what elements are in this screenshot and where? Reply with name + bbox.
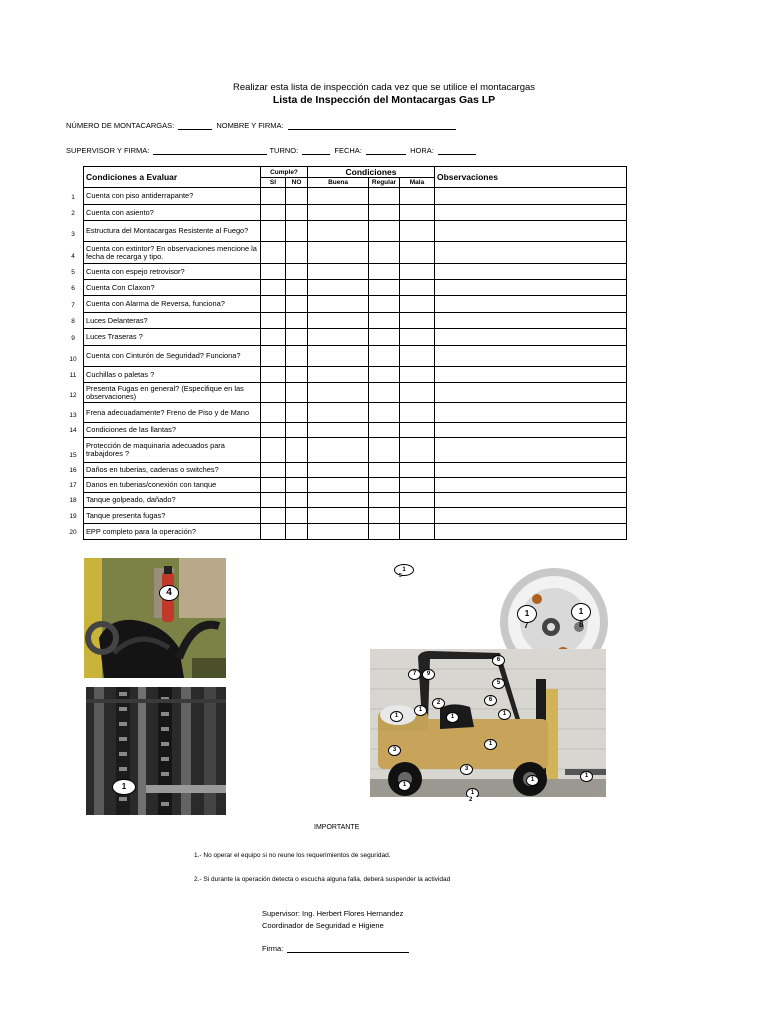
bad-cell[interactable] [400, 280, 435, 296]
condition-text: EPP completo para la operación? [84, 524, 261, 540]
regular-cell[interactable] [369, 524, 400, 540]
observations-cell[interactable] [435, 296, 627, 313]
condition-text: Cuenta con Alarma de Reversa, funciona? [84, 296, 261, 313]
forklift-number-row [66, 121, 458, 130]
no-cell[interactable] [286, 383, 308, 403]
condition-text: Condiciones de las llantas? [84, 423, 261, 438]
row-number: 15 [69, 452, 77, 459]
forklift-callout-1f: 1 [398, 780, 411, 791]
table-row [84, 280, 627, 296]
no-cell[interactable] [286, 524, 308, 540]
bad-cell[interactable] [400, 367, 435, 383]
observations-cell[interactable] [435, 438, 627, 463]
yes-cell[interactable] [261, 508, 286, 524]
observations-cell[interactable] [435, 423, 627, 438]
row-number: 13 [69, 412, 77, 419]
yes-cell[interactable] [261, 264, 286, 280]
table-row [84, 346, 627, 367]
no-cell[interactable] [286, 242, 308, 264]
center-callout-5: 5 [399, 573, 402, 579]
forklift-callout-3b: 3 [460, 764, 473, 775]
good-cell[interactable] [308, 478, 369, 493]
no-cell[interactable] [286, 205, 308, 221]
yes-cell[interactable] [261, 423, 286, 438]
observations-cell[interactable] [435, 367, 627, 383]
no-cell[interactable] [286, 346, 308, 367]
row-number: 10 [69, 356, 77, 363]
name-signature-field[interactable] [288, 121, 456, 130]
observations-cell[interactable] [435, 493, 627, 508]
forklift-illustration [370, 649, 606, 797]
supervisor-role: Coordinador de Seguridad e Higiene [262, 921, 384, 930]
condition-state-header: Condiciones [308, 167, 435, 178]
no-cell[interactable] [286, 221, 308, 242]
forklift-callout-1g: 1 [526, 775, 539, 786]
center-callout-1: 1 [394, 564, 414, 576]
forklift-callout-3a: 3 [388, 745, 401, 756]
regular-cell[interactable] [369, 264, 400, 280]
callout-1: 1 [112, 779, 136, 795]
table-row [84, 367, 627, 383]
good-cell[interactable] [308, 524, 369, 540]
table-row [84, 264, 627, 280]
bad-cell[interactable] [400, 346, 435, 367]
extinguisher-seat-illustration [84, 558, 226, 678]
row-number: 14 [69, 427, 77, 434]
bad-cell[interactable] [400, 438, 435, 463]
condition-text: Cuenta con espejo retrovisor? [84, 264, 261, 280]
condition-text: Cuenta con Cinturón de Seguridad? Funciona? [84, 346, 261, 367]
yes-cell[interactable] [261, 205, 286, 221]
form-subtitle: Realizar esta lista de inspección cada vez que se utilice el montacargas [232, 82, 536, 93]
table-row [84, 188, 627, 205]
observations-cell[interactable] [435, 205, 627, 221]
tank-callout-8: 8 [579, 620, 584, 629]
yes-cell[interactable] [261, 329, 286, 346]
forklift-callout-2b: 2 [469, 797, 473, 803]
condition-text: Presenta Fugas en general? (Especifique en las observaciones) [84, 383, 261, 403]
observations-cell[interactable] [435, 478, 627, 493]
forklift-callout-9: 9 [422, 669, 435, 680]
bad-cell[interactable] [400, 264, 435, 280]
good-cell[interactable] [308, 188, 369, 205]
condition-text: Tanque golpeado, dañado? [84, 493, 261, 508]
yes-header: SI [261, 178, 286, 188]
observations-cell[interactable] [435, 264, 627, 280]
forklift-callout-5: 5 [492, 678, 505, 689]
yes-cell[interactable] [261, 463, 286, 478]
table-row [84, 296, 627, 313]
observations-cell[interactable] [435, 280, 627, 296]
regular-cell[interactable] [369, 508, 400, 524]
observations-cell[interactable] [435, 188, 627, 205]
table-row [84, 205, 627, 221]
observations-cell[interactable] [435, 242, 627, 264]
good-cell[interactable] [308, 205, 369, 221]
table-row [84, 524, 627, 540]
observations-cell[interactable] [435, 221, 627, 242]
good-cell[interactable] [308, 423, 369, 438]
tank-callout-1b: 1 [571, 603, 591, 621]
no-cell[interactable] [286, 367, 308, 383]
forklift-callout-1e: 1 [484, 739, 497, 750]
regular-cell[interactable] [369, 346, 400, 367]
forklift-callout-1c: 1 [446, 712, 459, 723]
condition-text: Cuenta con asiento? [84, 205, 261, 221]
table-row [84, 493, 627, 508]
regular-cell[interactable] [369, 383, 400, 403]
yes-cell[interactable] [261, 478, 286, 493]
row-number: 20 [69, 529, 77, 536]
row-number: 17 [69, 482, 77, 489]
no-cell[interactable] [286, 438, 308, 463]
good-cell[interactable] [308, 296, 369, 313]
forklift-callout-7: 7 [408, 669, 421, 680]
table-row [84, 313, 627, 329]
row-number: 2 [71, 210, 75, 217]
good-cell[interactable] [308, 367, 369, 383]
no-cell[interactable] [286, 329, 308, 346]
complies-header: Cumple? [261, 167, 308, 178]
regular-cell[interactable] [369, 478, 400, 493]
bad-cell[interactable] [400, 329, 435, 346]
bad-cell[interactable] [400, 313, 435, 329]
forklift-callout-6b: 6 [484, 695, 497, 706]
no-cell[interactable] [286, 423, 308, 438]
regular-cell[interactable] [369, 221, 400, 242]
yes-cell[interactable] [261, 242, 286, 264]
tank-callout-7: 7 [524, 621, 529, 630]
observations-cell[interactable] [435, 524, 627, 540]
regular-cell[interactable] [369, 329, 400, 346]
yes-cell[interactable] [261, 188, 286, 205]
condition-text: Estructura del Montacargas Resistente al Fuego? [84, 221, 261, 242]
yes-cell[interactable] [261, 313, 286, 329]
row-number: 6 [71, 285, 75, 292]
bad-cell[interactable] [400, 296, 435, 313]
shift-field[interactable] [302, 146, 330, 155]
yes-cell[interactable] [261, 403, 286, 423]
good-cell[interactable] [308, 383, 369, 403]
observations-header: Observaciones [435, 167, 627, 188]
forklift-callout-1d: 1 [498, 709, 511, 720]
supervisor-signature-label: SUPERVISOR Y FIRMA: [66, 146, 150, 155]
observations-cell[interactable] [435, 383, 627, 403]
table-row [84, 329, 627, 346]
no-header: NO [286, 178, 308, 188]
regular-cell[interactable] [369, 367, 400, 383]
no-cell[interactable] [286, 478, 308, 493]
bad-cell[interactable] [400, 524, 435, 540]
forklift-callout-1b: 1 [390, 711, 403, 722]
bad-cell[interactable] [400, 403, 435, 423]
forklift-callout-1i: 1 [466, 788, 479, 797]
row-number: 7 [71, 302, 75, 309]
row-number: 8 [71, 318, 75, 325]
note-1: 1.- No operar el equipo si no reune los requerimientos de seguridad. [194, 852, 391, 859]
shift-label: TURNO: [269, 146, 299, 155]
condition-text: Daños en tuberias, cadenas o switches? [84, 463, 261, 478]
callout-4: 4 [159, 585, 179, 601]
yes-cell[interactable] [261, 367, 286, 383]
table-row [84, 221, 627, 242]
row-number: 5 [71, 269, 75, 276]
row-number: 18 [69, 497, 77, 504]
good-cell[interactable] [308, 280, 369, 296]
bad-cell[interactable] [400, 205, 435, 221]
yes-cell[interactable] [261, 383, 286, 403]
yes-cell[interactable] [261, 221, 286, 242]
forklift-callout-2: 2 [432, 698, 445, 709]
regular-cell[interactable] [369, 403, 400, 423]
table-row [84, 403, 627, 423]
supervisor-name: Supervisor: Ing. Herbert Flores Hernandez [262, 909, 404, 918]
row-number: 1 [71, 194, 75, 201]
bad-cell[interactable] [400, 463, 435, 478]
regular-cell[interactable] [369, 423, 400, 438]
good-cell[interactable] [308, 329, 369, 346]
good-cell[interactable] [308, 463, 369, 478]
table-row [84, 438, 627, 463]
good-cell[interactable] [308, 493, 369, 508]
good-cell[interactable] [308, 264, 369, 280]
table-row [84, 383, 627, 403]
signature-label: Firma: [262, 944, 284, 953]
bad-cell[interactable] [400, 221, 435, 242]
regular-cell[interactable] [369, 463, 400, 478]
row-number: 11 [69, 372, 77, 379]
no-cell[interactable] [286, 264, 308, 280]
signature-field[interactable] [287, 944, 409, 953]
yes-cell[interactable] [261, 438, 286, 463]
date-label: FECHA: [334, 146, 362, 155]
good-cell[interactable] [308, 313, 369, 329]
forklift-callout-1h: 1 [580, 771, 593, 782]
good-header: Buena [308, 178, 369, 188]
inspection-table [83, 166, 627, 540]
condition-text: Cuenta Con Claxon? [84, 280, 261, 296]
important-heading: IMPORTANTE [314, 824, 360, 831]
observations-cell[interactable] [435, 463, 627, 478]
bad-cell[interactable] [400, 478, 435, 493]
good-cell[interactable] [308, 346, 369, 367]
row-number: 9 [71, 335, 75, 342]
condition-text: Cuenta con extintor? En observaciones mencione la fecha de recarga y tipo. [84, 242, 261, 264]
no-cell[interactable] [286, 508, 308, 524]
supervisor-row [66, 146, 478, 155]
observations-cell[interactable] [435, 313, 627, 329]
row-number: 16 [69, 467, 77, 474]
row-number: 4 [71, 253, 75, 260]
regular-cell[interactable] [369, 188, 400, 205]
regular-cell[interactable] [369, 242, 400, 264]
condition-text: Tanque presenta fugas? [84, 508, 261, 524]
no-cell[interactable] [286, 493, 308, 508]
yes-cell[interactable] [261, 280, 286, 296]
time-label: HORA: [410, 146, 434, 155]
condition-text: Cuchillas o paletas ? [84, 367, 261, 383]
supervisor-signature-field[interactable] [153, 146, 267, 155]
yes-cell[interactable] [261, 346, 286, 367]
row-number: 3 [71, 231, 75, 238]
table-row [84, 463, 627, 478]
note-2: 2.- Si durante la operación detecta o escucha alguna falla, deberá suspender la actividad [194, 876, 451, 883]
tank-callout-1a: 1 [517, 605, 537, 623]
condition-text: Luces Traseras ? [84, 329, 261, 346]
time-field[interactable] [438, 146, 476, 155]
extinguisher-seat-photo [84, 558, 226, 678]
forklift-callout-6a: 6 [492, 655, 505, 666]
forklift-number-label: NÚMERO DE MONTACARGAS: [66, 121, 175, 130]
row-number: 19 [69, 513, 77, 520]
table-row [84, 242, 627, 264]
forklift-callout-1a: 1 [414, 705, 427, 716]
regular-cell[interactable] [369, 205, 400, 221]
no-cell[interactable] [286, 188, 308, 205]
forklift-number-field[interactable] [178, 121, 212, 130]
row-number: 12 [69, 392, 77, 399]
good-cell[interactable] [308, 221, 369, 242]
regular-cell[interactable] [369, 313, 400, 329]
condition-text: Danos en tuberias/conexión con tanque [84, 478, 261, 493]
no-cell[interactable] [286, 403, 308, 423]
observations-cell[interactable] [435, 403, 627, 423]
name-signature-label: NOMBRE Y FIRMA: [216, 121, 284, 130]
bad-cell[interactable] [400, 423, 435, 438]
no-cell[interactable] [286, 463, 308, 478]
regular-cell[interactable] [369, 438, 400, 463]
good-cell[interactable] [308, 438, 369, 463]
no-cell[interactable] [286, 313, 308, 329]
yes-cell[interactable] [261, 493, 286, 508]
regular-cell[interactable] [369, 280, 400, 296]
regular-header: Regular [369, 178, 400, 188]
condition-text: Frena adecuadamente? Freno de Piso y de Mano [84, 403, 261, 423]
mast-chains-photo [86, 687, 226, 815]
mast-chains-illustration [86, 687, 226, 815]
regular-cell[interactable] [369, 493, 400, 508]
signature-row [262, 944, 411, 953]
good-cell[interactable] [308, 242, 369, 264]
bad-cell[interactable] [400, 242, 435, 264]
bad-cell[interactable] [400, 493, 435, 508]
good-cell[interactable] [308, 508, 369, 524]
observations-cell[interactable] [435, 508, 627, 524]
condition-text: Cuenta con piso antiderrapante? [84, 188, 261, 205]
forklift-photo [370, 649, 606, 797]
no-cell[interactable] [286, 280, 308, 296]
observations-cell[interactable] [435, 346, 627, 367]
yes-cell[interactable] [261, 296, 286, 313]
observations-cell[interactable] [435, 329, 627, 346]
form-title: Lista de Inspección del Montacargas Gas LP [272, 94, 496, 106]
condition-text: Protección de maquinaria adecuados para trabajdores ? [84, 438, 261, 463]
no-cell[interactable] [286, 296, 308, 313]
date-field[interactable] [366, 146, 406, 155]
table-row [84, 478, 627, 493]
table-row [84, 423, 627, 438]
bad-cell[interactable] [400, 383, 435, 403]
bad-cell[interactable] [400, 188, 435, 205]
condition-text: Luces Delanteras? [84, 313, 261, 329]
bad-header: Mala [400, 178, 435, 188]
table-row [84, 508, 627, 524]
good-cell[interactable] [308, 403, 369, 423]
yes-cell[interactable] [261, 524, 286, 540]
conditions-header: Condiciones a Evaluar [84, 167, 261, 188]
regular-cell[interactable] [369, 296, 400, 313]
bad-cell[interactable] [400, 508, 435, 524]
